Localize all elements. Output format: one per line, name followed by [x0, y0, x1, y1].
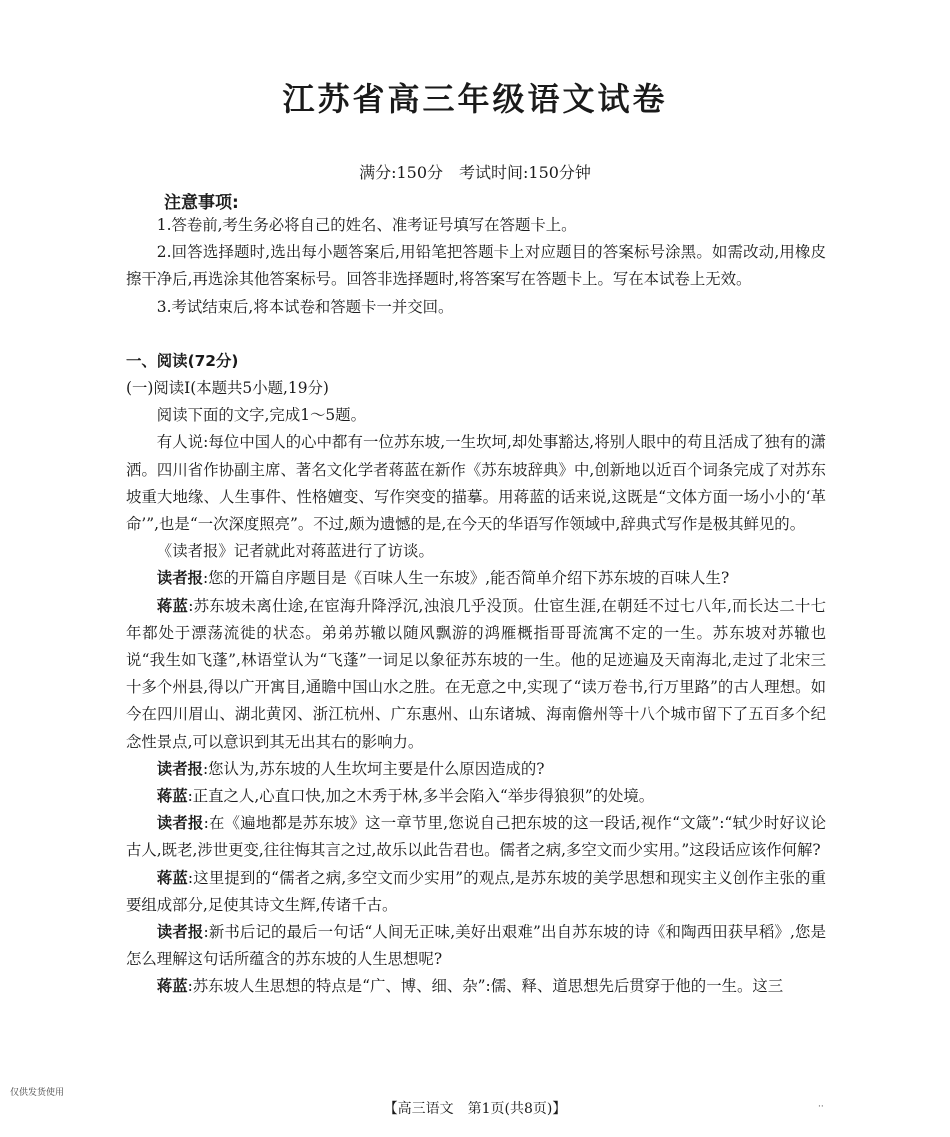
dialogue-text: :您的开篇自序题目是《百味人生一东坡》,能否简单介绍下苏东坡的百味人生?	[202, 569, 730, 588]
corner-mark: ··	[818, 1102, 824, 1112]
passage-paragraph: 《读者报》记者就此对蒋蓝进行了访谈。	[156, 542, 434, 561]
distribution-stamp: 仅供发货使用	[10, 1088, 65, 1098]
dialogue-line	[126, 865, 826, 919]
dialogue-text: :您认为,苏东坡的人生坎坷主要是什么原因造成的?	[202, 759, 545, 778]
dialogue-text: :这里提到的“儒者之病,多空文而少实用”的观点,是苏东坡的美学思想和现实主义创作主张的重要组成部分,足使其诗文生辉,传诸千古。	[126, 868, 826, 914]
dialogue-text: :苏东坡人生思想的特点是“广、博、细、杂”:儒、释、道思想先后贯穿于他的一生。这三	[187, 977, 784, 996]
dialogue-line	[126, 593, 826, 756]
speaker-label: 读者报	[156, 759, 203, 778]
dialogue-text: :新书后记的最后一句话“人间无正味,美好出艰难”出自苏东坡的诗《和陶西田获早稻》,您是怎么理解这句话所蕴含的苏东坡的人生思想呢?	[126, 923, 826, 969]
notice-item: 2.回答选择题时,选出每小题答案后,用铅笔把答题卡上对应题目的答案标号涂黑。如需改动,用橡皮擦干净后,再选涂其他答案标号。回答非选择题时,将答案写在答题卡上。写在本试卷上无效。	[126, 243, 826, 289]
reading-instruction: 阅读下面的文字,完成1～5题。	[156, 406, 366, 425]
section-gap	[126, 321, 826, 348]
dialogue-text: :在《遍地都是苏东坡》这一章节里,您说自己把东坡的这一段话,视作“文箴”:“轼少时好议论古人,既老,涉世更变,往往悔其言之过,故乐以此告君也。儒者之病,多空文而少实用。”这段话应该作何解?	[126, 814, 826, 860]
dialogue-line	[126, 565, 826, 592]
notice-heading: 注意事项:	[164, 193, 239, 213]
exam-info: 满分:150分 考试时间:150分钟	[359, 163, 591, 182]
dialogue-line	[126, 973, 826, 1000]
passage-paragraph: 有人说:每位中国人的心中都有一位苏东坡,一生坎坷,却处事豁达,将别人眼中的苟且活成了独有的潇洒。四川省作协副主席、著名文化学者蒋蓝在新作《苏东坡辞典》中,创新地以近百个词条完成了对苏东坡重大地缘、人生事件、性格嬗变、写作突变的描摹。用蒋蓝的话来说,这既是“文体方面一场小小的‘革命’”,也是“一次深度照亮”。不过,颇为遗憾的是,在今天的华语写作领域中,辞典式写作是极其鲜见的。	[126, 433, 826, 534]
speaker-label: 蒋蓝	[156, 596, 189, 615]
speaker-label: 读者报	[156, 814, 204, 833]
dialogue-text: :正直之人,心直口快,加之木秀于林,多半会陷入“举步得狼狈”的处境。	[187, 787, 655, 806]
section-heading: 一、阅读(72分)	[126, 351, 239, 370]
speaker-label: 读者报	[156, 923, 204, 942]
page-footer: 【高三语文 第1页(共8页)】	[383, 1101, 567, 1117]
dialogue-text: :苏东坡未离仕途,在宦海升降浮沉,浊浪几乎没顶。仕宦生涯,在朝廷不过七八年,而长达二十七年都处于漂荡流徙的状态。弟弟苏辙以随风飘游的鸿雁概指哥哥流寓不定的一生。苏东坡对苏辙也说“我生如飞蓬”,林语堂认为“飞蓬”一词足以象征苏东坡的一生。他的足迹遍及天南海北,走过了北宋三十多个州县,得以广开寓目,通瞻中国山水之胜。在无意之中,实现了“读万卷书,行万里路”的古人理想。如今在四川眉山、湖北黄冈、浙江杭州、广东惠州、山东诸城、海南儋州等十八个城市留下了五百多个纪念性景点,可以意识到其无出其右的影响力。	[126, 596, 826, 751]
speaker-label: 蒋蓝	[156, 868, 188, 887]
speaker-label: 蒋蓝	[156, 977, 188, 996]
exam-body	[126, 212, 826, 1001]
dialogue-line	[126, 919, 826, 973]
exam-title: 江苏省高三年级语文试卷	[282, 80, 668, 118]
dialogue-line	[126, 810, 826, 864]
dialogue-line	[126, 783, 826, 810]
dialogue-line	[126, 756, 826, 783]
notice-item: 3.考试结束后,将本试卷和答题卡一并交回。	[156, 297, 454, 316]
sub-section-heading: (一)阅读Ⅰ(本题共5小题,19分)	[126, 379, 329, 398]
speaker-label: 读者报	[156, 569, 203, 588]
speaker-label: 蒋蓝	[156, 787, 188, 806]
notice-item: 1.答卷前,考生务必将自己的姓名、准考证号填写在答题卡上。	[156, 216, 577, 234]
